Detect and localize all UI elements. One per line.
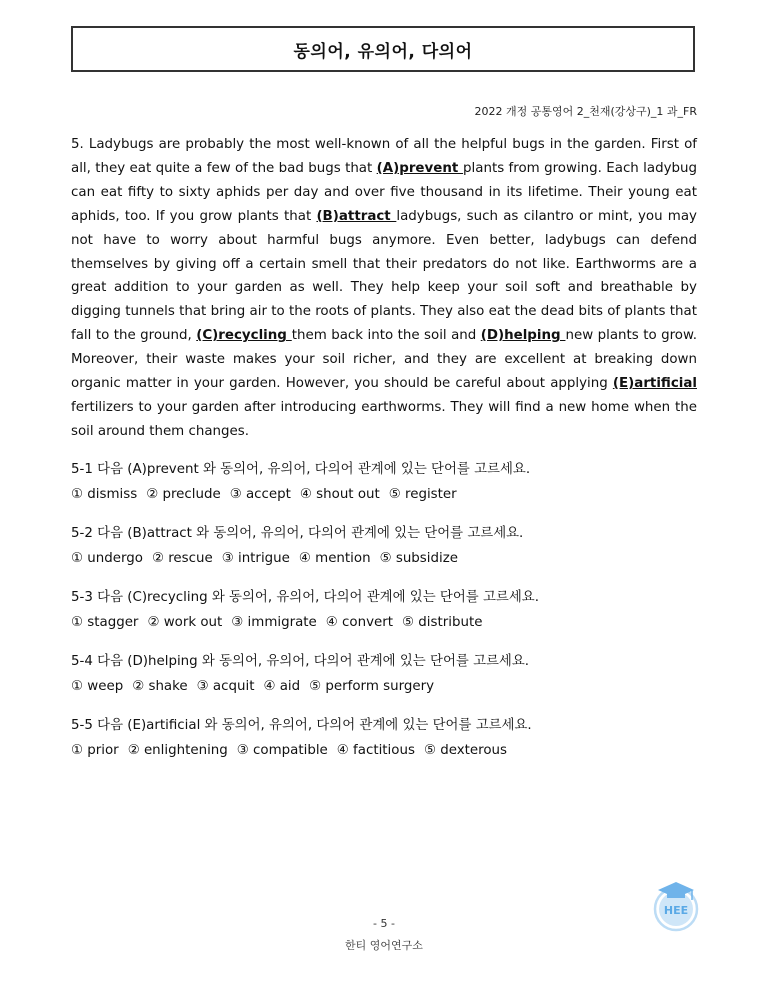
answer-option[interactable]: ③ immigrate: [231, 615, 317, 630]
question-item: [71, 650, 697, 700]
answer-option[interactable]: ③ intrigue: [221, 551, 290, 566]
answer-option[interactable]: ① dismiss: [71, 487, 138, 502]
question-list: [71, 458, 697, 778]
passage-text: them back into the soil and: [291, 328, 481, 344]
answer-option[interactable]: ② enlightening: [127, 743, 228, 758]
page-title: 동의어, 유의어, 다의어: [293, 41, 473, 62]
answer-option[interactable]: ⑤ register: [388, 487, 457, 502]
answer-option[interactable]: ④ convert: [325, 615, 394, 630]
svg-text:HEE: HEE: [663, 904, 689, 917]
answer-option[interactable]: ① prior: [71, 743, 119, 758]
answer-option[interactable]: ⑤ distribute: [402, 615, 483, 630]
page-number: - 5 -: [373, 917, 395, 930]
question-stem: 5-5 다음 (E)artificial 와 동의어, 유의어, 다의어 관계에 있는 단어를 고르세요.: [71, 718, 532, 733]
question-item: [71, 586, 697, 636]
answer-options: [71, 738, 697, 764]
passage-text: plants from growing. Each ladybug can eat fifty to sixty aphids per day and over five thousand in its lifetime. Their young eat aphids, too. If you grow plants that: [71, 160, 698, 224]
reading-passage: [71, 133, 697, 444]
page-title-box: [71, 26, 695, 72]
graduation-cap-icon: [652, 878, 700, 934]
answer-option[interactable]: ④ mention: [298, 551, 371, 566]
target-word: (A)prevent: [376, 160, 464, 176]
answer-options: [71, 674, 697, 700]
answer-options: [71, 546, 697, 572]
answer-option[interactable]: ② shake: [132, 679, 188, 694]
question-stem: 5-4 다음 (D)helping 와 동의어, 유의어, 다의어 관계에 있는 단어를 고르세요.: [71, 654, 530, 669]
answer-option[interactable]: ④ aid: [263, 679, 301, 694]
answer-option[interactable]: ② rescue: [151, 551, 213, 566]
answer-option[interactable]: ③ acquit: [196, 679, 255, 694]
target-word: (C)recycling: [196, 328, 292, 344]
hee-logo: [652, 878, 700, 934]
answer-option[interactable]: ① undergo: [71, 551, 143, 566]
answer-option[interactable]: ⑤ dexterous: [423, 743, 507, 758]
document-subtitle: 2022 개정 공통영어 2_천재(강상구)_1 과_FR: [474, 105, 697, 118]
answer-option[interactable]: ⑤ perform surgery: [309, 679, 435, 694]
question-stem: 5-1 다음 (A)prevent 와 동의어, 유의어, 다의어 관계에 있는 단어를 고르세요.: [71, 462, 531, 477]
question-stem: 5-3 다음 (C)recycling 와 동의어, 유의어, 다의어 관계에 있는 단어를 고르세요.: [71, 590, 539, 605]
footer-organization: 한티 영어연구소: [345, 939, 423, 952]
answer-option[interactable]: ② work out: [147, 615, 223, 630]
answer-option[interactable]: ④ shout out: [299, 487, 380, 502]
answer-option[interactable]: ① stagger: [71, 615, 139, 630]
answer-options: [71, 482, 697, 508]
answer-option[interactable]: ③ accept: [229, 487, 291, 502]
question-stem: 5-2 다음 (B)attract 와 동의어, 유의어, 다의어 관계에 있는 단어를 고르세요.: [71, 526, 524, 541]
question-item: [71, 458, 697, 508]
question-item: [71, 522, 697, 572]
answer-options: [71, 610, 697, 636]
question-item: [71, 714, 697, 764]
answer-option[interactable]: ④ factitious: [336, 743, 415, 758]
target-word: (E)artificial: [612, 376, 697, 392]
passage-text: new plants to grow. Moreover, their waste makes your soil richer, and they are excellent at breaking down organic matter in your garden. However, you should be careful about applying: [71, 328, 697, 392]
answer-option[interactable]: ① weep: [71, 679, 124, 694]
passage-text: ladybugs, such as cilantro or mint, you may not have to worry about harmful bugs anymore. Even better, ladybugs can defend themselves by giving off a certain smell that their predators do not like. Earthworms are a great addition to your garden as well. They help keep your soil soft and breathable by digging tunnels that bring air to the roots of plants. They also eat the dead bits of plants that fall to the ground,: [71, 208, 697, 344]
answer-option[interactable]: ② preclude: [146, 487, 221, 502]
target-word: (B)attract: [316, 208, 397, 224]
passage-text: fertilizers to your garden after introducing earthworms. They will find a new home when the soil around them changes.: [71, 399, 697, 439]
target-word: (D)helping: [480, 328, 566, 344]
answer-option[interactable]: ③ compatible: [236, 743, 328, 758]
answer-option[interactable]: ⑤ subsidize: [379, 551, 458, 566]
passage-text: 5. Ladybugs are probably the most well-known of all the helpful bugs in the garden. First of all, they eat quite a few of the bad bugs that: [71, 137, 697, 176]
